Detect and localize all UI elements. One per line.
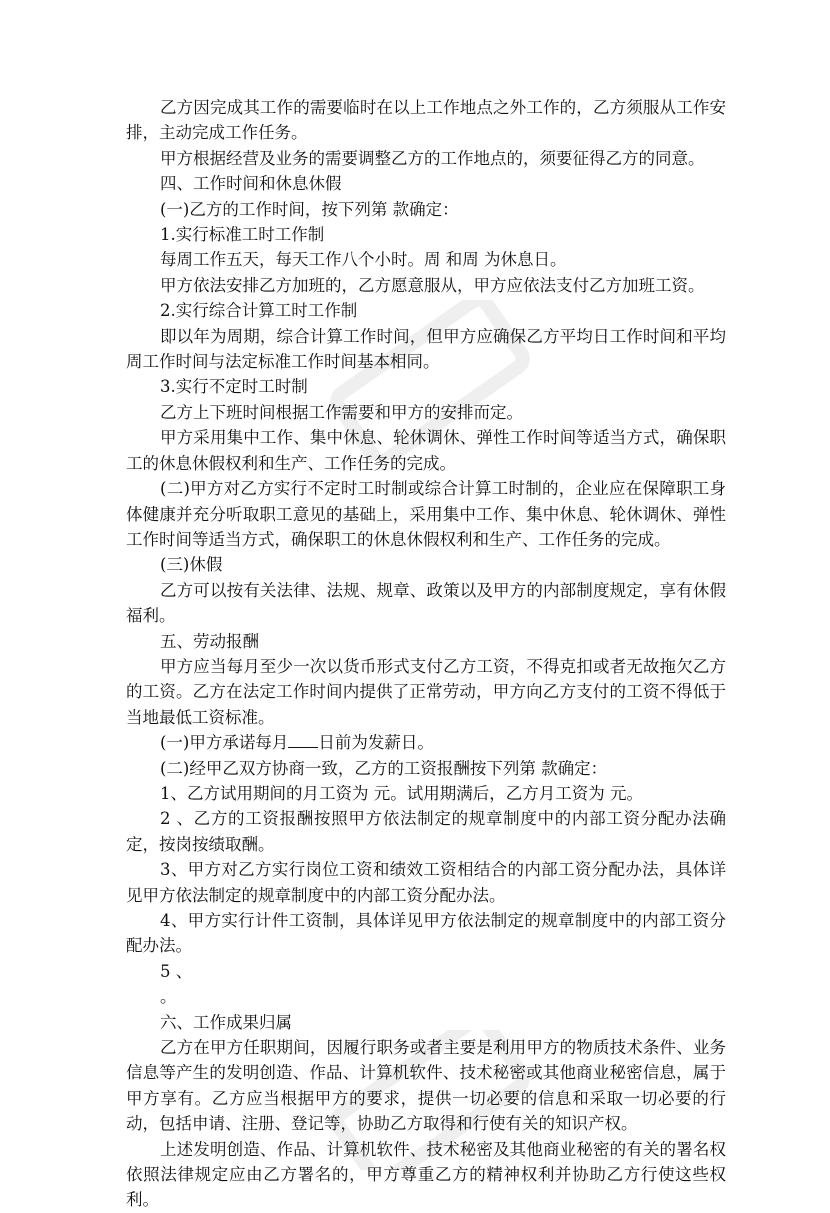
paragraph: 甲方依法安排乙方加班的，乙方愿意服从，甲方应依法支付乙方加班工资。 (160, 275, 705, 295)
paragraph: 乙方因完成其工作的需要临时在以上工作地点之外工作的，乙方须服从工作安排，主动完成工作任务。 (126, 98, 726, 143)
paragraph: 即以年为周期，综合计算工作时间，但甲方应确保乙方平均日工作时间和平均周工作时间与法定标准工作时间基本相同。 (126, 326, 726, 372)
section-heading: 五、劳动报酬 (160, 631, 259, 651)
paragraph: 3、甲方对乙方实行岗位工资和绩效工资相结合的内部工资分配办法，具体详见甲方依法制定的规章制度中的内部工资分配办法。 (126, 860, 726, 905)
payday-blank (288, 747, 318, 748)
section-heading: 六、工作成果归属 (160, 1012, 292, 1032)
paragraph: 1.实行标准工时工作制 (160, 225, 325, 245)
paragraph: 上述发明创造、作品、计算机软件、技术秘密及其他商业秘密的有关的署名权依照法律规定应由乙方署名的，甲方尊重乙方的精神权利并协助乙方行使这些权利。 (126, 1139, 726, 1210)
payday-prefix: (一)甲方承诺每月 (160, 733, 289, 753)
payday-line (126, 730, 726, 755)
paragraph: 2 、乙方的工资报酬按照甲方依法制定的规章制度中的内部工资分配办法确定，按岗按绩取酬。 (126, 809, 726, 854)
paragraph: 甲方根据经营及业务的需要调整乙方的工作地点的，须要征得乙方的同意。 (160, 148, 705, 168)
paragraph: 3.实行不定时工时制 (160, 377, 308, 397)
paragraph: 甲方应当每月至少一次以货币形式支付乙方工资，不得克扣或者无故拖欠乙方的工资。乙方在法定工作时间内提供了正常劳动，甲方向乙方支付的工资不得低于当地最低工资标准。 (126, 656, 726, 727)
paragraph: 。 (160, 987, 177, 1007)
section-heading: 四、工作时间和休息休假 (160, 174, 342, 194)
paragraph: (三)休假 (160, 555, 223, 575)
paragraph: 1、乙方试用期间的月工资为 元。试用期满后，乙方月工资为 元。 (160, 783, 643, 803)
paragraph: 乙方可以按有关法律、法规、规章、政策以及甲方的内部制度规定，享有休假福利。 (126, 580, 726, 626)
paragraph: 2.实行综合计算工时工作制 (160, 301, 358, 321)
paragraph: (二)经甲乙双方协商一致，乙方的工资报酬按下列第 款确定： (160, 758, 608, 778)
payday-suffix: 日前为发薪日。 (318, 733, 434, 753)
paragraph: (二)甲方对乙方实行不定时工时制或综合计算工时制的，企业应在保障职工身体健康并充分听取职工意见的基础上，采用集中工作、集中休息、轮休调休、弹性工作时间等适当方式，确保职工的休息休假权利和生产、工作任务的完成。 (126, 479, 726, 549)
document-body (126, 95, 726, 1213)
paragraph: (一)乙方的工作时间，按下列第 款确定： (160, 199, 459, 219)
paragraph: 甲方采用集中工作、集中休息、轮休调休、弹性工作时间等适当方式，确保职工的休息休假权利和生产、工作任务的完成。 (126, 428, 726, 473)
paragraph: 乙方在甲方任职期间，因履行职务或者主要是利用甲方的物质技术条件、业务信息等产生的发明创造、作品、计算机软件、技术秘密或其他商业秘密信息，属于甲方享有。乙方应当根据甲方的要求，提供一切必要的信息和采取一切必要的行动，包括申请、注册、登记等，协助乙方取得和行使有关的知识产权。 (126, 1038, 726, 1134)
paragraph: 乙方上下班时间根据工作需要和甲方的安排而定。 (160, 402, 523, 422)
paragraph: 4、甲方实行计件工资制，具体详见甲方依法制定的规章制度中的内部工资分配办法。 (126, 911, 726, 956)
paragraph: 5 、 (160, 961, 193, 981)
paragraph: 每周工作五天，每天工作八个小时。周 和周 为休息日。 (160, 250, 567, 270)
